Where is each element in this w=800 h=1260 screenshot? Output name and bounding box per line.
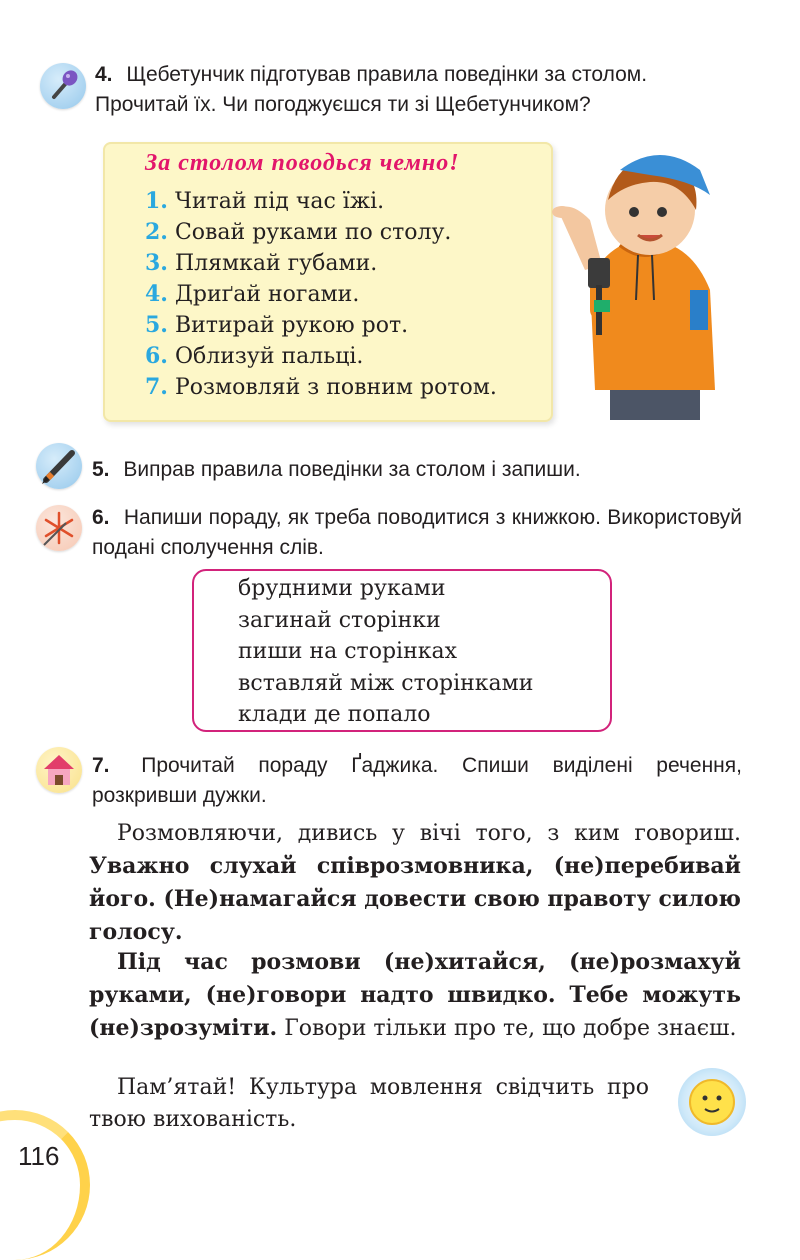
word-list: [238, 573, 533, 731]
task-6: [92, 503, 742, 563]
task-5-number: 5.: [92, 458, 110, 481]
advice-paragraph-2: [89, 946, 741, 1045]
pen-icon: [36, 443, 82, 489]
rules-list: [145, 186, 497, 403]
page-corner-decoration: [0, 1110, 90, 1260]
rule-item: 3. Плямкай губами.: [145, 250, 378, 276]
word-item: брудними руками: [238, 576, 446, 601]
task-5: [92, 455, 742, 485]
task-7-text: Прочитай пораду Ґаджика. Спиши виділені речення, розкривши дужки.: [92, 754, 742, 807]
word-item: клади де попало: [238, 702, 431, 727]
task-7-number: 7.: [92, 754, 110, 777]
house-icon: [36, 747, 82, 793]
word-item: вставляй між сторінками: [238, 670, 534, 696]
task-6-number: 6.: [92, 506, 110, 529]
word-item: пиши на сторінках: [238, 639, 458, 664]
microphone-icon: [40, 63, 86, 109]
smiley-icon: [678, 1068, 746, 1136]
rule-item: 2. Совай руками по столу.: [145, 219, 452, 245]
page-number: 116: [18, 1141, 60, 1171]
advice-paragraph-1: [89, 818, 741, 949]
task-6-text: Напиши пораду, як треба поводитися з книжкою. Використовуй подані сполучення слів.: [92, 506, 743, 559]
rule-item: 1. Читай під час їжі.: [145, 188, 385, 214]
rule-item: 6. Облизуй пальці.: [145, 343, 364, 369]
task-4: [95, 60, 745, 120]
rule-item: 7. Розмовляй з повним ротом.: [145, 374, 497, 400]
word-item: загинай сторінки: [238, 607, 441, 633]
task-5-text: Виправ правила поведінки за столом і запиши.: [123, 458, 581, 481]
advice-paragraph-3: Пам’ятай! Культура мовлення свідчить про твою вихованість.: [89, 1075, 649, 1132]
task-7: [92, 751, 742, 811]
task-4-number: 4.: [95, 63, 113, 86]
advice-p1-normal: Розмовляючи, дивись у вічі того, з ким говориш.: [117, 821, 741, 846]
advice-p2-normal: Говори тільки про те, що добре знаєш.: [284, 1016, 737, 1041]
snowflake-icon: [36, 505, 82, 551]
advice-p1-bold: Уважно слухай співрозмовника, (не)перебивай його. (Не)намагайся довести свою правоту силою голосу.: [89, 853, 741, 945]
rule-item: 5. Витирай рукою рот.: [145, 312, 409, 338]
advice-p2-bold: Під час розмови (не)хитайся, (не)розмахуй руками, (не)говори надто швидко. Тебе можуть (не)зрозуміти.: [89, 949, 741, 1041]
task-4-text: Щебетунчик підготував правила поведінки за столом. Прочитай їх. Чи погоджуєшся ти зі Щебетунчиком?: [95, 63, 648, 116]
rules-title: За столом поводься чемно!: [145, 150, 460, 176]
boy-illustration: [550, 140, 740, 420]
rule-item: 4. Дриґай ногами.: [145, 281, 360, 307]
